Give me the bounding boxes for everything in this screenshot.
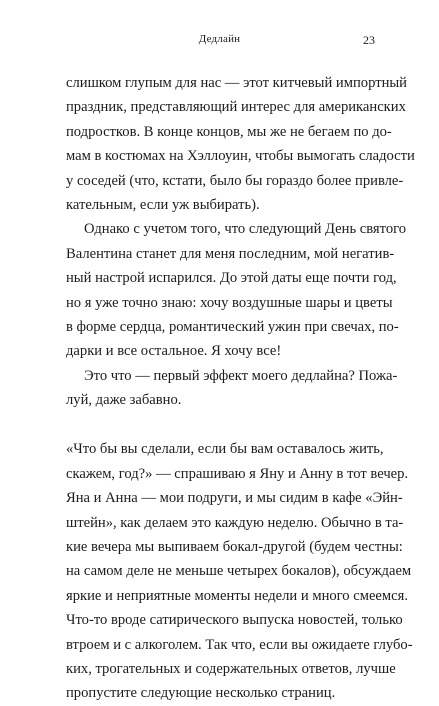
page-number: 23	[363, 33, 375, 47]
text-line: но я уже точно знаю: хочу воздушные шары и цветы	[66, 294, 393, 311]
text-line: в форме сердца, романтический ужин при свечах, по-	[66, 318, 399, 335]
text-line: дарки и все остальное. Я хочу все!	[66, 343, 282, 360]
text-line: Яна и Анна — мои подруги, и мы сидим в кафе «Эйн-	[66, 490, 403, 507]
text-line: подростков. В конце концов, мы же не бегаем по до-	[66, 123, 392, 140]
text-line: втроем и с алкоголем. Так что, если вы ожидаете глубо-	[66, 636, 413, 653]
text-line: ный настрой испарился. До этой даты еще почти год,	[66, 270, 397, 287]
text-line: мам в костюмах на Хэллоуин, чтобы вымогать сладости	[66, 148, 415, 165]
text-line: кательным, если уж выбирать).	[66, 196, 260, 213]
text-line: луй, даже забавно.	[66, 392, 182, 409]
running-title: Дедлайн	[198, 33, 241, 45]
text-line: Однако с учетом того, что следующий День святого	[84, 221, 407, 238]
page-header	[0, 33, 439, 49]
text-line: скажем, год?» — спрашиваю я Яну и Анну в тот вечер.	[66, 465, 409, 482]
paragraph	[66, 437, 413, 705]
text-line: яркие и неприятные моменты недели и много смеемся.	[66, 587, 408, 604]
text-line: «Что бы вы сделали, если бы вам оставалось жить,	[66, 441, 384, 458]
paragraph-gap	[66, 412, 373, 437]
paragraph	[66, 364, 398, 413]
paragraph	[66, 217, 407, 363]
text-line: кие вечера мы выпиваем бокал-другой (будем честны:	[66, 539, 403, 556]
text-line: на самом деле не меньше четырех бокалов), обсуждаем	[66, 563, 412, 580]
text-line: Что-то вроде сатирического выпуска новостей, только	[66, 612, 403, 629]
text-line: у соседей (что, кстати, было бы гораздо более привле-	[66, 172, 404, 189]
text-line: штейн», как делаем это каждую неделю. Обычно в та-	[66, 514, 404, 531]
text-line: Валентина станет для меня последним, мой негатив-	[66, 245, 395, 262]
text-line: Это что — первый эффект моего дедлайна? Пожа-	[84, 367, 398, 384]
text-line: праздник, представляющий интерес для американских	[66, 99, 406, 116]
text-line: слишком глупым для нас — этот китчевый импортный	[66, 75, 407, 91]
body-text	[66, 71, 415, 706]
text-line: ких, трогательных и содержательных ответов, лучше	[66, 660, 396, 677]
text-line: пропустите следующие несколько страниц.	[66, 685, 336, 702]
paragraph	[66, 71, 415, 217]
